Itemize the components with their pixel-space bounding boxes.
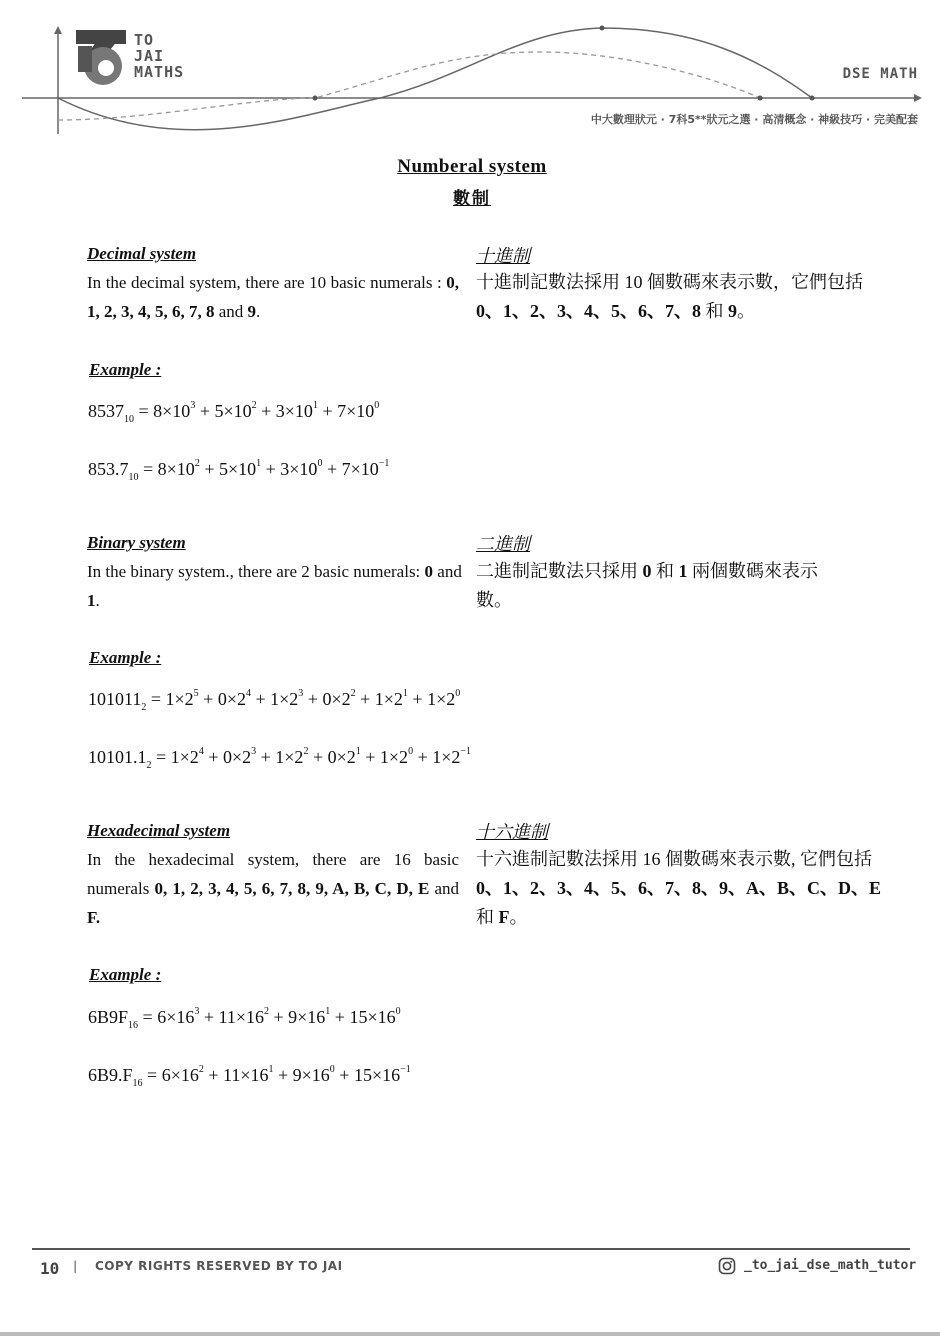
equation-exponent: 0 (408, 746, 414, 757)
description-hexadecimal: In the hexadecimal system, there are 16 basic numerals 0, 1, 2, 3, 4, 5, 6, 7, 8, 9, A, B, C, D, E and F. (87, 850, 460, 927)
equation-term: 0×2 (327, 747, 356, 767)
plus-sign: + (322, 459, 342, 479)
equation-lhs: 8537 (88, 401, 124, 421)
equals-sign: = (146, 689, 166, 709)
equation-term: 15×16 (349, 1007, 396, 1027)
equation-exponent: 0 (374, 400, 380, 411)
equation-term: 1×2 (374, 689, 403, 709)
plus-sign: + (256, 401, 276, 421)
equals-sign: = (142, 1065, 162, 1085)
plus-sign: + (355, 689, 375, 709)
equation-exponent: 0 (395, 1006, 401, 1017)
plus-sign: + (330, 1007, 350, 1027)
example-label-binary: Example : (89, 648, 162, 667)
plus-sign: + (317, 401, 338, 421)
page-number: 10 (40, 1259, 60, 1278)
equation-term: 1×2 (165, 689, 194, 709)
description-hexadecimal-zh: 十六進制記數法採用 16 個數碼來表示數, 它們包括 0、1、2、3、4、5、6、7、8、9、A、B、C、D、E 和 F。 (476, 849, 882, 927)
equation-term: 8×10 (153, 401, 191, 421)
equation-exponent: −1 (460, 746, 472, 757)
equation-decimal-2 (88, 458, 389, 483)
plus-sign: + (308, 747, 328, 767)
equation-term: 0×2 (217, 689, 246, 709)
footer-copyright: COPY RIGHTS RESERVED BY TO JAI (95, 1259, 343, 1273)
header-tagline: 中大數理狀元 · 7科5**狀元之選 · 高清概念 · 神級技巧 · 完美配套 (590, 113, 918, 126)
equation-exponent: 2 (303, 746, 309, 757)
page-bottom-edge (0, 1332, 940, 1336)
plus-sign: + (407, 689, 428, 709)
equation-exponent: 1 (325, 1006, 331, 1017)
equation-exponent: 1 (355, 746, 361, 757)
equation-term: 11×16 (218, 1007, 264, 1027)
equals-sign: = (138, 1007, 158, 1027)
equation-term: 1×2 (270, 689, 299, 709)
equation-term: 11×16 (223, 1065, 269, 1085)
equation-term: 9×16 (292, 1065, 330, 1085)
equation-lhs: 10101.1 (88, 747, 147, 767)
equation-exponent: 1 (256, 458, 262, 469)
logo-line-1: TO (134, 31, 155, 49)
social-handle[interactable]: _to_jai_dse_math_tutor (744, 1258, 917, 1273)
page-title: Numberal system (397, 156, 547, 177)
equals-sign: = (134, 401, 154, 421)
page-title-zh: 數制 (453, 189, 491, 208)
equation-exponent: 1 (402, 688, 408, 699)
equation-term: 1×2 (432, 747, 461, 767)
equation-exponent: 2 (263, 1006, 269, 1017)
equation-term: 5×10 (214, 401, 252, 421)
equation-term: 9×16 (288, 1007, 326, 1027)
equation-hexadecimal-1 (88, 1006, 401, 1031)
equation-lhs: 101011 (88, 689, 142, 709)
equation-term: 7×10 (341, 459, 379, 479)
equation-exponent: −1 (378, 458, 390, 469)
equation-lhs: 6B9.F (88, 1065, 133, 1085)
plus-sign: + (199, 1007, 219, 1027)
equation-term: 7×10 (337, 401, 375, 421)
equation-exponent: 4 (245, 688, 251, 699)
equation-binary-1 (88, 688, 460, 713)
equation-exponent: 2 (251, 400, 257, 411)
section-title-hexadecimal-zh: 十六進制 (476, 822, 548, 842)
equation-exponent: 0 (317, 458, 323, 469)
equation-exponent: 3 (298, 688, 304, 699)
brand-label: DSE MATH (842, 66, 918, 82)
footer-divider (32, 1248, 910, 1250)
equation-exponent: 2 (194, 458, 200, 469)
equation-term: 5×10 (218, 459, 257, 479)
example-label-hexadecimal: Example : (89, 965, 162, 984)
equation-base: 2 (141, 702, 147, 713)
equation-exponent: 0 (329, 1064, 335, 1075)
section-title-decimal: Decimal system (87, 244, 197, 263)
equation-exponent: 1 (312, 400, 318, 411)
section-title-hexadecimal: Hexadecimal system (87, 821, 231, 840)
plus-sign: + (413, 747, 433, 767)
equation-exponent: 0 (455, 688, 461, 699)
equation-lhs: 6B9F (88, 1007, 129, 1027)
plus-sign: + (256, 747, 276, 767)
plus-sign: + (303, 689, 323, 709)
equals-sign: = (151, 747, 171, 767)
plus-sign: + (268, 1007, 289, 1027)
equation-term: 1×2 (427, 689, 456, 709)
equation-base: 10 (124, 414, 134, 425)
equation-term: 1×2 (170, 747, 199, 767)
equation-term: 6×16 (161, 1065, 199, 1085)
equation-exponent: 5 (193, 688, 199, 699)
equation-term: 6×16 (157, 1007, 195, 1027)
plus-sign: + (195, 401, 215, 421)
section-title-binary: Binary system (87, 533, 186, 552)
equation-term: 8×10 (157, 459, 195, 479)
equation-lhs: 853.7 (88, 459, 129, 479)
equation-exponent: 2 (350, 688, 356, 699)
plus-sign: + (360, 747, 380, 767)
equation-term: 1×2 (379, 747, 409, 767)
equation-exponent: 3 (190, 400, 196, 411)
equation-exponent: −1 (400, 1064, 411, 1075)
equation-exponent: 3 (251, 746, 257, 757)
equation-hexadecimal-2 (88, 1064, 411, 1089)
section-title-decimal-zh: 十進制 (476, 246, 530, 266)
equation-exponent: 2 (198, 1064, 204, 1075)
example-label-decimal: Example : (89, 360, 162, 379)
equation-exponent: 4 (198, 746, 204, 757)
plus-sign: + (203, 747, 223, 767)
equation-exponent: 3 (194, 1006, 200, 1017)
equation-term: 1×2 (275, 747, 304, 767)
equation-base: 16 (132, 1078, 143, 1089)
description-binary-zh: 二進制記數法只採用 0 和 1 兩個數碼來表示數。 (476, 561, 818, 610)
equation-base: 2 (146, 760, 152, 771)
logo-wordmark (134, 32, 184, 80)
plus-sign: + (334, 1065, 354, 1085)
equation-base: 16 (128, 1020, 139, 1031)
equation-term: 3×10 (280, 459, 318, 479)
equals-sign: = (138, 459, 158, 479)
equation-exponent: 1 (268, 1064, 274, 1075)
description-decimal: In the decimal system, there are 10 basic numerals : 0, 1, 2, 3, 4, 5, 6, 7, 8 and 9. (87, 273, 459, 321)
section-title-binary-zh: 二進制 (476, 534, 530, 554)
equation-term: 15×16 (353, 1065, 401, 1085)
equation-term: 0×2 (322, 689, 351, 709)
description-decimal-zh: 十進制記數法採用 10 個數碼來表示數，它們包括 0、1、2、3、4、5、6、7、8 和 9。 (476, 272, 863, 321)
plus-sign: + (199, 459, 219, 479)
logo-line-3: MATHS (134, 63, 185, 81)
plus-sign: + (261, 459, 281, 479)
plus-sign: + (203, 1065, 223, 1085)
plus-sign: + (198, 689, 218, 709)
equation-term: 3×10 (275, 401, 313, 421)
equation-term: 0×2 (222, 747, 252, 767)
logo-line-2: JAI (134, 47, 165, 65)
instagram-icon (718, 1257, 736, 1275)
footer-separator: | (73, 1259, 78, 1273)
description-binary: In the binary system., there are 2 basic numerals: 0 and 1. (87, 562, 462, 610)
plus-sign: + (273, 1065, 293, 1085)
plus-sign: + (250, 689, 271, 709)
equation-decimal-1 (88, 400, 379, 425)
equation-binary-2 (88, 746, 471, 771)
equation-base: 10 (128, 472, 139, 483)
